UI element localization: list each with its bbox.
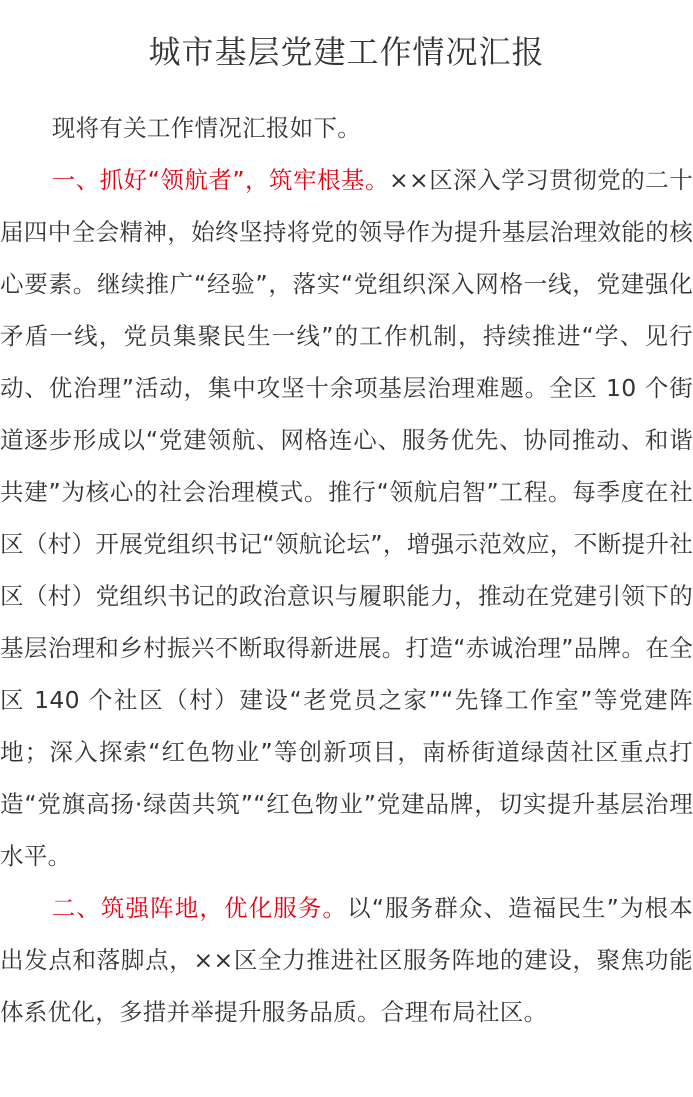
section-2-heading: 二、筑强阵地，优化服务。 xyxy=(51,894,348,922)
section-1-heading: 一、抓好“领航者”，筑牢根基。 xyxy=(51,166,390,194)
intro-paragraph: 现将有关工作情况汇报如下。 xyxy=(51,114,362,142)
section-1-body: ××区深入学习贯彻党的二十届四中全会精神，始终坚持将党的领导作为提升基层治理效能的核心要素。继续推广“经验”，落实“党组织深入网格一线，党建强化矛盾一线，党员集聚民生一线”的工作机制，持续推进“学、见行动、优治理”活动，集中攻坚十余项基层治理难题。全区 10 个街道逐步形成以“党建领航、网格连心、服务优先、协同推动、和谐共建”为核心的社会治理模式。推行“领航启智”工程。每季度在社区（村）开展党组织书记“领航论坛”，增强示范效应，不断提升社区（村）党组织书记的政治意识与履职能力，推动在党建引领下的基层治理和乡村振兴不断取得新进展。打造“赤诚治理”品牌。在全区 140 个社区（村）建设“老党员之家”“先锋工作室”等党建阵地；深入探索“红色物业”等创新项目，南桥街道绿茵社区重点打造“党旗高扬·绿茵共筑”“红色物业”党建品牌，切实提升基层治理水平。 xyxy=(0,166,693,870)
section-2-paragraph xyxy=(0,882,693,1038)
document-title: 城市基层党建工作情况汇报 xyxy=(148,33,545,71)
section-2-body: 以“服务群众、造福民生”为根本出发点和落脚点，××区全力推进社区服务阵地的建设，聚焦功能体系优化，多措并举提升服务品质。合理布局社区。 xyxy=(0,894,693,1026)
section-1-paragraph xyxy=(0,154,693,882)
